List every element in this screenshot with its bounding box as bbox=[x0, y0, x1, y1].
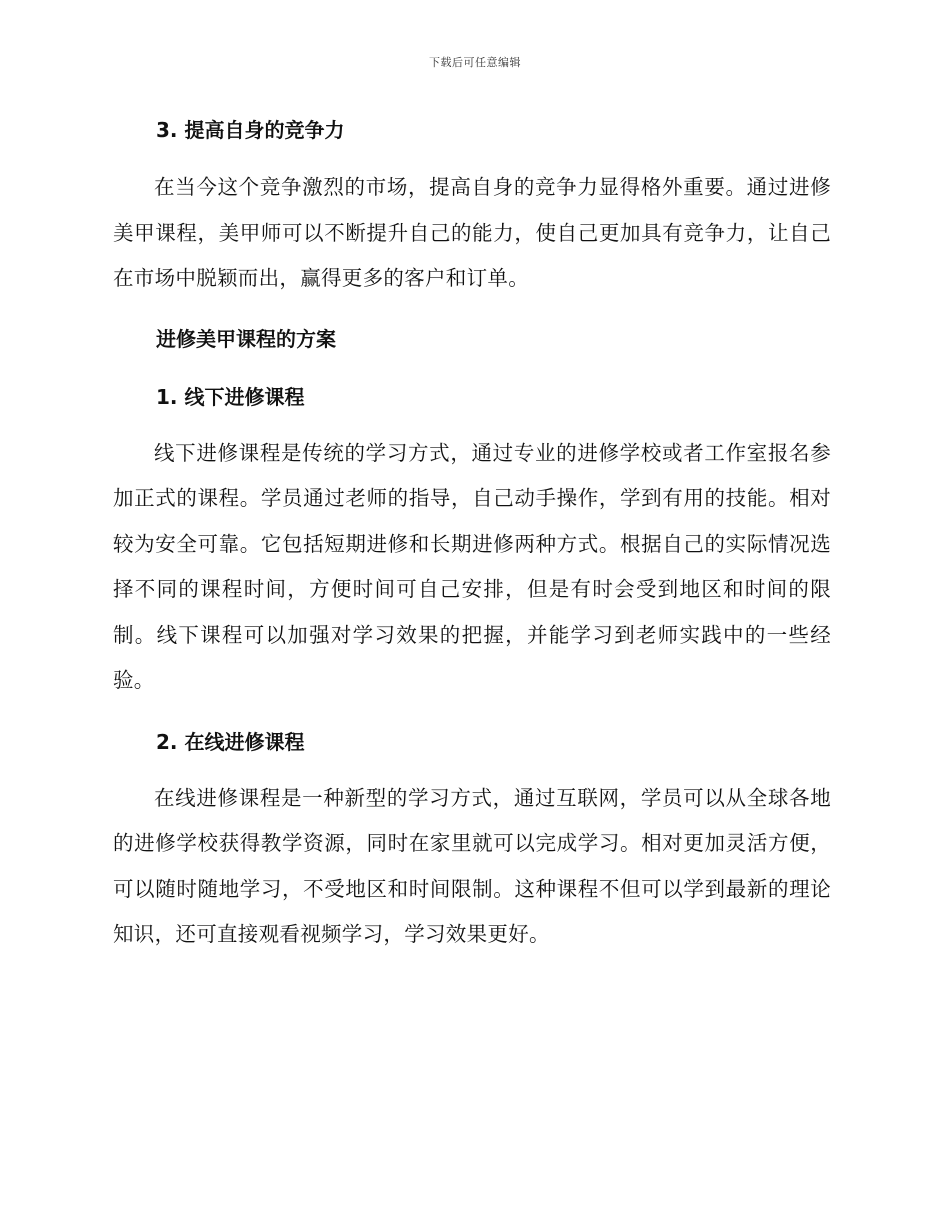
section-heading-offline-course: 1. 线下进修课程 bbox=[156, 384, 305, 409]
section-heading-online-course: 2. 在线进修课程 bbox=[156, 729, 305, 754]
paragraph-offline-course: 线下进修课程是传统的学习方式，通过专业的进修学校或者工作室报名参加正式的课程。学员通过老师的指导，自己动手操作，学到有用的技能。相对较为安全可靠。它包括短期进修和长期进修两种方式。根据自己的实际情况选择不同的课程时间，方便时间可自己安排，但是有时会受到地区和时间的限制。线下课程可以加强对学习效果的把握，并能学习到老师实践中的一些经验。 bbox=[113, 440, 831, 692]
paragraph-online-course: 在线进修课程是一种新型的学习方式，通过互联网，学员可以从全球各地的进修学校获得教学资源，同时在家里就可以完成学习。相对更加灵活方便，可以随时随地学习，不受地区和时间限制。这种课程不但可以学到最新的理论知识，还可直接观看视频学习，学习效果更好。 bbox=[113, 785, 831, 946]
section-heading-competitiveness: 3. 提高自身的竞争力 bbox=[156, 118, 345, 142]
section-heading-plan: 进修美甲课程的方案 bbox=[156, 326, 336, 351]
page-header-note: 下载后可任意编辑 bbox=[429, 56, 521, 69]
paragraph-competitiveness: 在当今这个竞争激烈的市场，提高自身的竞争力显得格外重要。通过进修美甲课程，美甲师可以不断提升自己的能力，使自己更加具有竞争力，让自己在市场中脱颖而出，赢得更多的客户和订单。 bbox=[113, 175, 831, 290]
document-body bbox=[113, 108, 831, 958]
